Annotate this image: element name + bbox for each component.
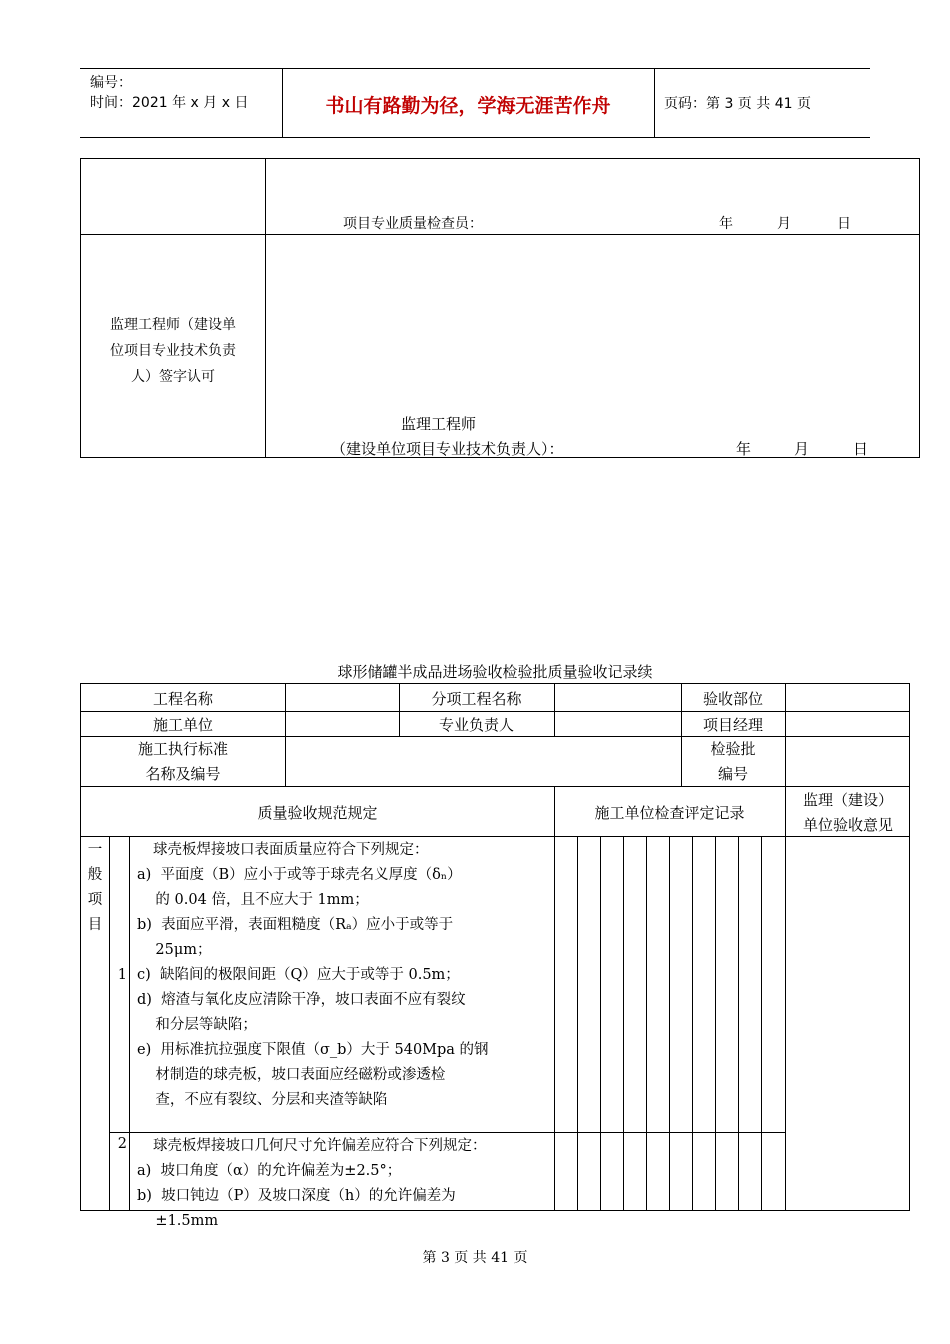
item-line: 材制造的球壳板，坡口表面应经磁粉或渗透检 bbox=[137, 1067, 446, 1083]
time-label: 时间：2021 年 x 月 x 日 bbox=[90, 95, 249, 111]
table-divider bbox=[692, 836, 693, 1210]
item-line: 25μm； bbox=[137, 942, 212, 958]
professional-leader-label: 专业负责人 bbox=[438, 716, 514, 734]
table-divider bbox=[600, 836, 601, 1210]
acceptance-table bbox=[80, 683, 910, 1229]
item-line: c) 缺陷间的极限间距（Q）应大于或等于 0.5m； bbox=[137, 967, 460, 983]
table-divider bbox=[554, 684, 555, 736]
page-header bbox=[80, 68, 870, 138]
supervisor-sign-title: 监理工程师 bbox=[401, 415, 477, 433]
construction-unit-label: 施工单位 bbox=[152, 716, 213, 734]
item-line: e) 用标准抗拉强度下限值（σ_b）大于 540Mpa 的钢 bbox=[137, 1042, 489, 1058]
supervision-header-line1: 监理（建设） bbox=[802, 791, 893, 809]
category-char: 目 bbox=[87, 917, 103, 933]
date-month: 月 bbox=[794, 440, 810, 458]
batch-label-line1: 检验批 bbox=[710, 740, 756, 758]
item-line: b) 坡口钝边（P）及坡口深度（h）的允许偏差为 bbox=[137, 1188, 456, 1204]
item-number: 1 bbox=[117, 967, 127, 983]
supervisor-row-label bbox=[81, 312, 265, 390]
signature-table bbox=[80, 158, 920, 458]
header-page-label: 页码：第 3 页 共 41 页 bbox=[664, 96, 811, 112]
table-divider bbox=[109, 1132, 785, 1133]
serial-label: 编号： bbox=[90, 75, 132, 91]
sub-project-label: 分项工程名称 bbox=[431, 690, 522, 708]
table-divider bbox=[646, 836, 647, 1210]
item-line: ±1.5mm bbox=[137, 1213, 219, 1229]
item-line: 球壳板焊接坡口表面质量应符合下列规定： bbox=[153, 842, 429, 858]
category-char: 一 bbox=[87, 842, 103, 858]
table-title: 球形储罐半成品进场验收检验批质量验收记录续 bbox=[337, 663, 653, 681]
supervisor-sign-subtitle: （建设单位项目专业技术负责人）： bbox=[331, 440, 564, 458]
item-line: 和分层等缺陷； bbox=[137, 1017, 257, 1033]
item-line: 球壳板焊接坡口几何尺寸允许偏差应符合下列规定： bbox=[153, 1138, 487, 1154]
item-2-text bbox=[137, 1134, 487, 1234]
standard-label-line1: 施工执行标准 bbox=[137, 740, 228, 758]
date-day: 日 bbox=[837, 216, 851, 232]
item-line: 的 0.04 倍，且不应大于 1mm； bbox=[137, 892, 369, 908]
table-divider bbox=[738, 836, 739, 1210]
table-divider bbox=[715, 836, 716, 1210]
table-divider bbox=[81, 234, 919, 235]
table-divider bbox=[761, 836, 762, 1210]
category-label bbox=[81, 838, 109, 938]
project-manager-label: 项目经理 bbox=[702, 716, 763, 734]
project-name-label: 工程名称 bbox=[152, 690, 213, 708]
table-divider bbox=[577, 836, 578, 1210]
supervisor-label-line: 位项目专业技术负责 bbox=[110, 343, 236, 359]
item-line: a) 平面度（B）应小于或等于球壳名义厚度（δₙ） bbox=[137, 867, 462, 883]
table-divider bbox=[623, 836, 624, 1210]
date-year: 年 bbox=[736, 440, 752, 458]
item-line: 查，不应有裂纹、分层和夹渣等缺陷 bbox=[137, 1092, 388, 1108]
construction-record-header: 施工单位检查评定记录 bbox=[594, 804, 745, 822]
table-divider bbox=[265, 159, 266, 457]
supervisor-label-line: 监理工程师（建设单 bbox=[110, 317, 236, 333]
batch-label-line2: 编号 bbox=[717, 765, 748, 783]
page-footer: 第 3 页 共 41 页 bbox=[422, 1250, 528, 1266]
table-divider bbox=[554, 786, 555, 1210]
header-divider bbox=[654, 69, 655, 137]
category-char: 般 bbox=[87, 867, 103, 883]
item-1-text bbox=[137, 838, 489, 1113]
date-month: 月 bbox=[777, 216, 791, 232]
table-divider bbox=[129, 836, 130, 1210]
table-divider bbox=[285, 684, 286, 786]
date-day: 日 bbox=[853, 440, 869, 458]
header-motto: 书山有路勤为径，学海无涯苦作舟 bbox=[325, 95, 611, 117]
table-divider bbox=[669, 836, 670, 1210]
item-line: a) 坡口角度（α）的允许偏差为±2.5°； bbox=[137, 1163, 402, 1179]
inspector-label: 项目专业质量检查员： bbox=[343, 216, 483, 232]
header-meta bbox=[90, 73, 248, 113]
supervisor-label-line: 人）签字认可 bbox=[131, 369, 215, 385]
item-number: 2 bbox=[117, 1136, 127, 1152]
supervision-header-line2: 单位验收意见 bbox=[802, 816, 893, 834]
quality-rules-header: 质量验收规范规定 bbox=[257, 804, 378, 822]
item-line: b) 表面应平滑，表面粗糙度（Rₐ）应小于或等于 bbox=[137, 917, 454, 933]
date-year: 年 bbox=[719, 216, 733, 232]
item-line: d) 熔渣与氧化皮应清除干净，坡口表面不应有裂纹 bbox=[137, 992, 466, 1008]
table-divider bbox=[785, 684, 786, 1210]
category-char: 项 bbox=[87, 892, 103, 908]
acceptance-part-label: 验收部位 bbox=[702, 690, 763, 708]
standard-label-line2: 名称及编号 bbox=[145, 765, 221, 783]
